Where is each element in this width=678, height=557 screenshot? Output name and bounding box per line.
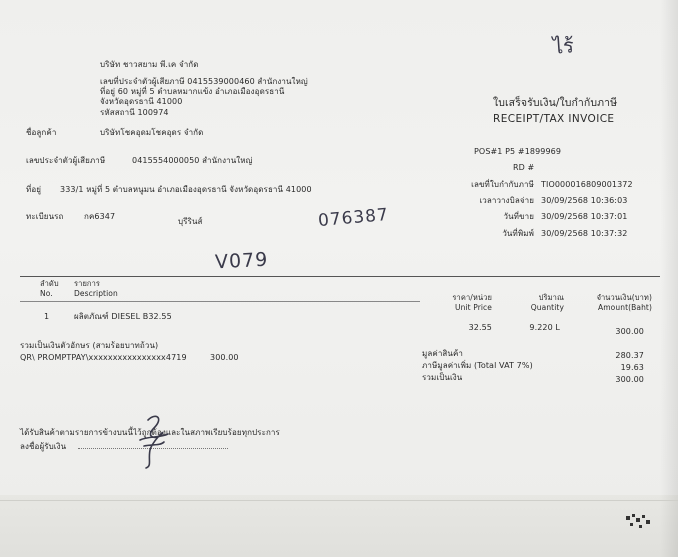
seller-address-line1: ที่อยู่ 60 หมู่ที่ 5 ตำบลหมากแข้ง อำเภอเมืองอุดรธานี (100, 87, 285, 96)
col-qty-en: Quantity (530, 303, 564, 312)
doc-title-thai: ใบเสร็จรับเงิน/ใบกำกับภาษี (493, 97, 618, 109)
table-top-rule (20, 276, 660, 277)
plate-value: กค6347 (84, 212, 116, 221)
total-label: รวมเป็นเงิน (422, 373, 463, 382)
row-desc: ผลิตภัณฑ์ DIESEL B32.55 (74, 312, 172, 321)
seller-address-line2: จังหวัดอุดรธานี 41000 (100, 97, 183, 106)
row-qty: 9.220 L (529, 323, 560, 332)
receipt-lower-margin (0, 495, 678, 557)
row-no: 1 (44, 312, 50, 321)
invoice-label: เลขที่ใบกำกับภาษี (471, 180, 534, 189)
subtotal-label: มูลค่าสินค้า (422, 349, 464, 358)
col-price-th: ราคา/หน่วย (452, 293, 492, 302)
payment-method-amount: 300.00 (210, 353, 239, 362)
customer-address-label: ที่อยู่ (26, 185, 42, 194)
invoice-value: TIO000016809001372 (541, 180, 633, 189)
customer-tax-value: 0415554000050 สำนักงานใหญ่ (132, 156, 253, 165)
doc-title-english: RECEIPT/TAX INVOICE (493, 113, 615, 125)
rd-line: RD # (513, 163, 535, 172)
signer-label: ลงชื่อผู้รับเงิน (20, 442, 67, 451)
col-amount-th: จำนวนเงิน(บาท) (596, 293, 652, 302)
handwritten-odometer: 076387 (317, 204, 390, 232)
amount-in-words: รวมเป็นเงินตัวอักษร (สามร้อยบาทถ้วน) (20, 341, 159, 350)
sale-date-value: 30/09/2568 10:37:01 (541, 212, 628, 221)
received-statement: ได้รับสินค้าตามรายการข้างบนนี้ไว้ถูกต้องและในสภาพเรียบร้อยทุกประการ (20, 428, 280, 437)
issue-value: 30/09/2568 10:36:03 (541, 196, 628, 205)
total-value: 300.00 (615, 375, 644, 384)
print-date-label: วันที่พิมพ์ (502, 229, 534, 238)
subtotal-value: 280.37 (615, 351, 644, 360)
sale-date-label: วันที่ขาย (503, 212, 534, 221)
seller-tax-id: เลขที่ประจำตัวผู้เสียภาษี 0415539000460 สำนักงานใหญ่ (100, 77, 308, 86)
col-no-en: No. (40, 289, 53, 298)
qr-fragment-icon (624, 512, 654, 532)
handwritten-corner-mark: ไร้ (552, 33, 575, 59)
customer-name-value: บริษัทโชคอุดมโชคอุดร จำกัด (100, 128, 204, 137)
fold-line (0, 500, 678, 501)
company-label: บุรีรินส์ (178, 217, 203, 226)
col-amount-en: Amount(Baht) (598, 303, 652, 312)
vat-value: 19.63 (620, 363, 644, 372)
issue-label: เวลาวางบิลจ่าย (479, 196, 534, 205)
pos-line: POS#1 P5 #1899969 (474, 147, 562, 156)
col-qty-th: ปริมาณ (538, 293, 564, 302)
seller-branch-code: รหัสสถานี 100974 (100, 108, 169, 117)
table-header-rule (20, 301, 420, 302)
handwritten-vehicle-code: V079 (214, 248, 269, 274)
customer-address-value: 333/1 หมู่ที่ 5 ตำบลหนูมน อำเภอเมืองอุดรธานี จังหวัดอุดรธานี 41000 (60, 185, 312, 194)
col-no-th: ลำดับ (40, 279, 59, 288)
handwritten-signature (134, 410, 174, 470)
seller-name: บริษัท ชาวสยาม พี.เค จำกัด (100, 60, 199, 69)
customer-name-label: ชื่อลูกค้า (26, 128, 57, 137)
row-price: 32.55 (468, 323, 492, 332)
print-date-value: 30/09/2568 10:37:32 (541, 229, 628, 238)
payment-method: QR\ PROMPTPAY\xxxxxxxxxxxxxxxx4719 (20, 353, 187, 362)
paper-shadow (660, 0, 678, 557)
col-price-en: Unit Price (455, 303, 492, 312)
customer-tax-label: เลขประจำตัวผู้เสียภาษี (26, 156, 106, 165)
col-desc-en: Description (74, 289, 118, 298)
row-amount: 300.00 (615, 327, 644, 336)
plate-label: ทะเบียนรถ (26, 212, 64, 221)
vat-label: ภาษีมูลค่าเพิ่ม (Total VAT 7%) (422, 361, 533, 370)
col-desc-th: รายการ (74, 279, 101, 288)
